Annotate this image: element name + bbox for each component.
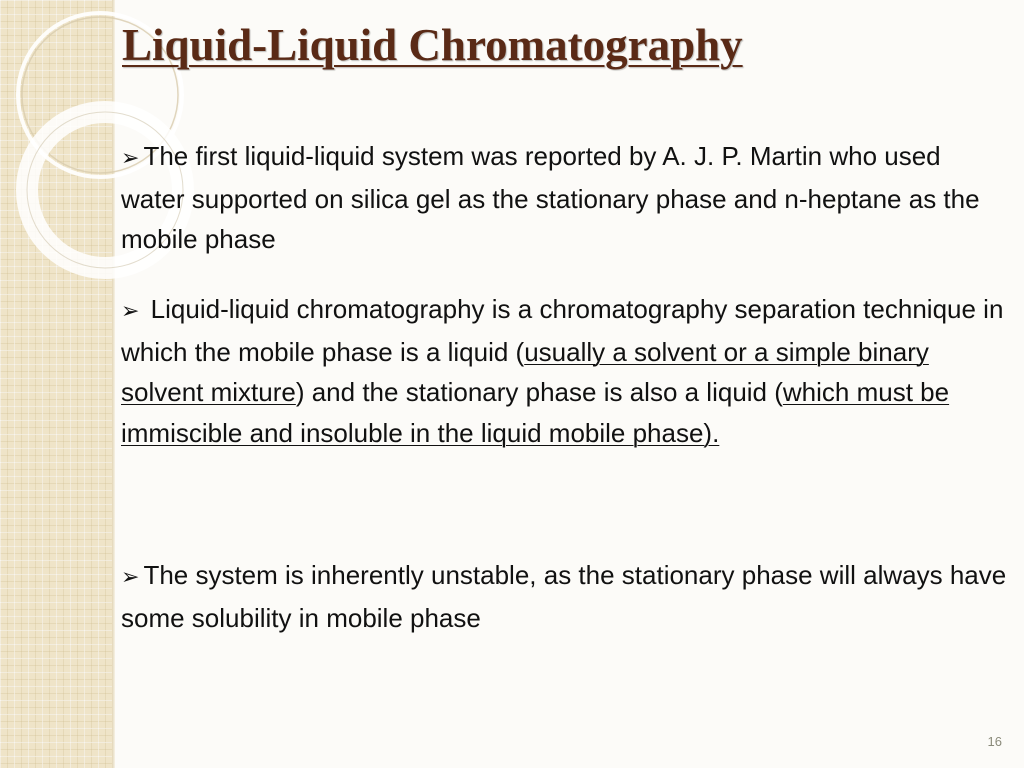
side-strip-edge — [112, 0, 115, 768]
bullet-2-text-part-1: Liquid-liquid chromatography is a chromatography separation technique in which the mobile phase is a liquid ( — [121, 294, 1004, 367]
arrow-bullet-icon: ➢ — [121, 564, 140, 589]
page-number: 16 — [987, 734, 1002, 749]
bullet-1-text: The first liquid-liquid system was reported by A. J. P. Martin who used water supported on silica gel as the stationary phase and n-heptane as the mobile phase — [121, 141, 980, 254]
bullet-item-1 — [121, 136, 1011, 260]
arrow-bullet-icon: ➢ — [121, 298, 140, 323]
bullet-2-text-part-2: ) and the stationary phase is also a liquid ( — [295, 377, 783, 407]
bullet-2-underlined-phrase-1: usually a solvent or a simple binary solvent mixture — [121, 336, 929, 407]
arrow-bullet-icon: ➢ — [121, 145, 140, 170]
slide-title: Liquid-Liquid Chromatography — [122, 20, 743, 70]
bullet-item-2 — [121, 289, 1011, 453]
bullet-item-3 — [121, 555, 1011, 638]
bullet-3-text: The system is inherently unstable, as the stationary phase will always have some solubility in mobile phase — [121, 560, 1007, 633]
decorative-side-strip — [0, 0, 112, 768]
bullet-2-underlined-phrase-2: which must be immiscible and insoluble in the liquid mobile phase). — [121, 377, 950, 448]
